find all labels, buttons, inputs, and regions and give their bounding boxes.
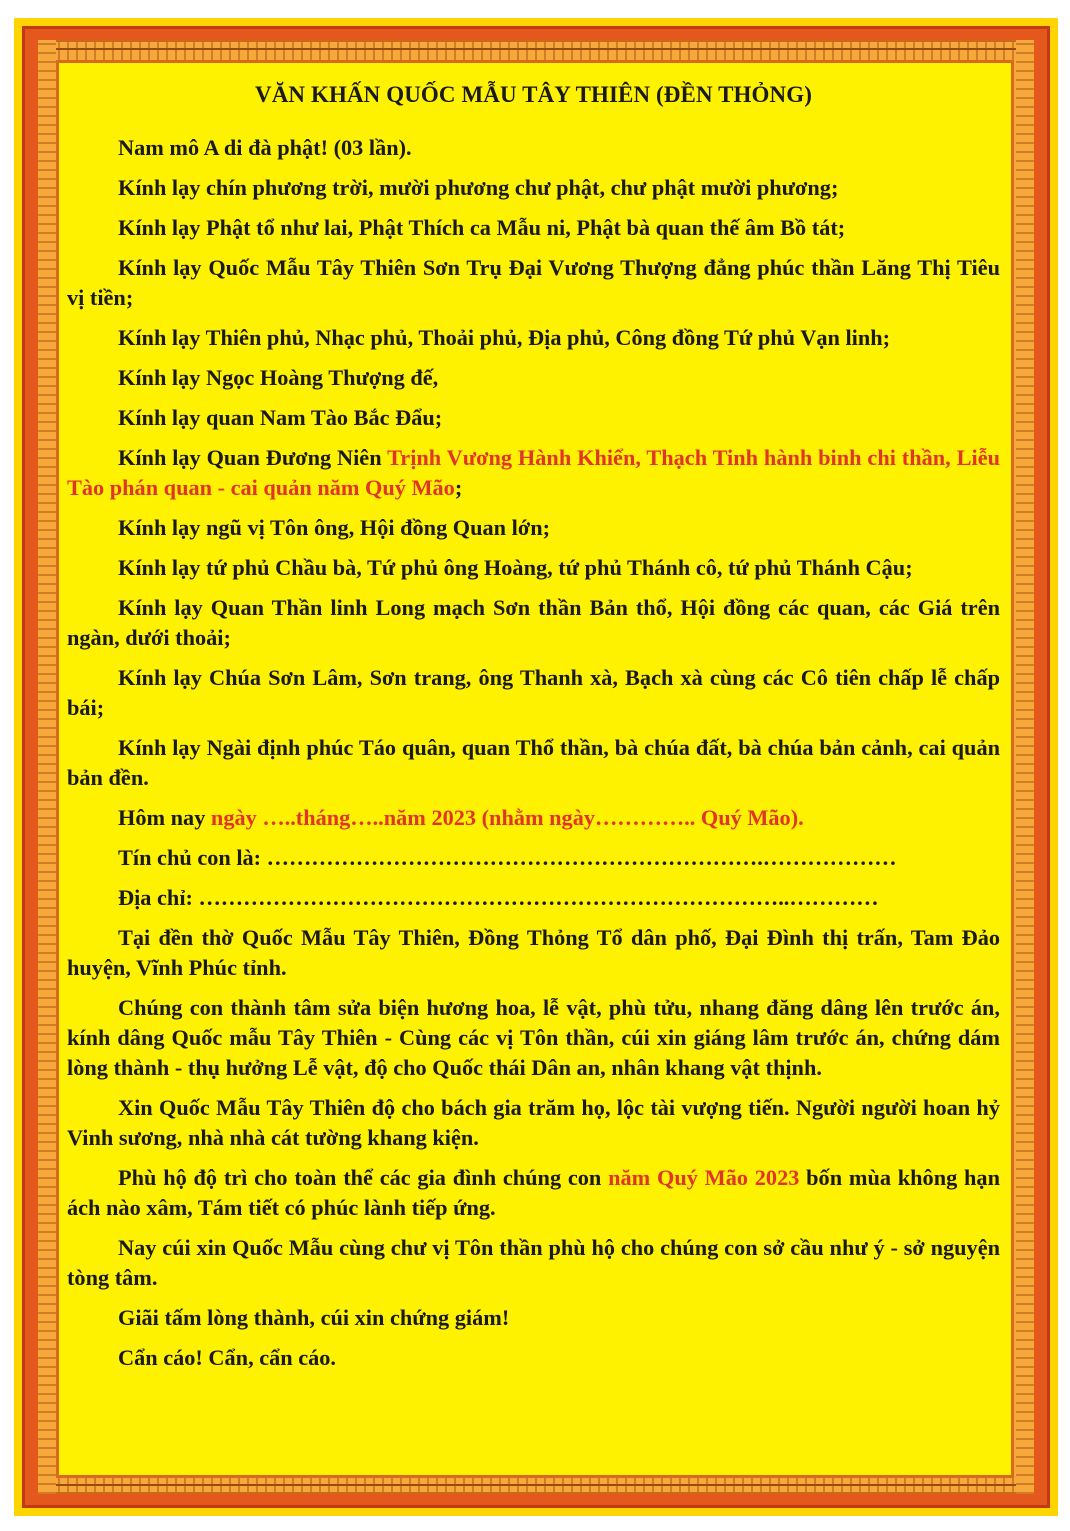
paragraph [67,1163,1000,1223]
paragraph-text: Kính lạy Quan Đương Niên [118,445,388,470]
left-pattern-band [38,40,56,1494]
address-line: Địa chỉ: ……………………………………………………………………..………… [118,885,879,910]
highlighted-date-text: ngày …..tháng…..năm 2023 (nhằm ngày………….. Quý Mão). [210,805,804,830]
closing-line: Cẩn cáo! Cẩn, cẩn cáo. [118,1345,337,1370]
paragraph-text: ; [454,475,463,500]
right-pattern-band [1016,40,1034,1494]
paragraph [67,803,1000,833]
paragraph: Kính lạy ngũ vị Tôn ông, Hội đồng Quan lớn; [118,515,551,540]
highlighted-text: Trịnh Vương Hành Khiển, Thạch Tinh hành binh chi thần, Liễu Tào phán quan - cai quản năm Quý Mão [67,445,1000,500]
paragraph: Kính lạy quan Nam Tào Bắc Đẩu; [118,405,443,430]
paragraph-text: Hôm nay [118,805,211,830]
paragraph-text: bốn mùa không hạn ách nào xâm, Tám tiết có phúc lành tiếp ứng. [67,1165,1000,1220]
paragraph: Kính lạy chín phương trời, mười phương chư phật, chư phật mười phương; [118,175,839,200]
document-title: VĂN KHẤN QUỐC MẪU TÂY THIÊN (ĐỀN THỎNG) [254,82,812,107]
paragraph: Kính lạy Phật tổ như lai, Phật Thích ca Mẫu ni, Phật bà quan thế âm Bồ tát; [118,215,846,240]
paragraph: Kính lạy tứ phủ Chầu bà, Tứ phủ ông Hoàng, tứ phủ Thánh cô, tứ phủ Thánh Cậu; [118,555,913,580]
paragraph: Nay cúi xin Quốc Mẫu cùng chư vị Tôn thần phù hộ cho chúng con sở cầu như ý - sở nguyện tòng tâm. [67,1235,1000,1290]
paragraph: Kính lạy Quốc Mẫu Tây Thiên Sơn Trụ Đại Vương Thượng đẳng phúc thần Lăng Thị Tiêu vị tiền; [67,255,1000,310]
paragraph: Kính lạy Ngài định phúc Táo quân, quan Thổ thần, bà chúa đất, bà chúa bản cảnh, cai quản bản đền. [67,735,1000,790]
paragraph: Kính lạy Quan Thần linh Long mạch Sơn thần Bản thổ, Hội đồng các quan, các Giá trên ngàn, dưới thoải; [67,595,1000,650]
paragraph: Kính lạy Chúa Sơn Lâm, Sơn trang, ông Thanh xà, Bạch xà cùng các Cô tiên chấp lễ chấp bái; [67,665,1000,720]
paragraph: Kính lạy Thiên phủ, Nhạc phủ, Thoải phủ, Địa phủ, Công đồng Tứ phủ Vạn linh; [118,325,891,350]
paragraph: Tại đền thờ Quốc Mẫu Tây Thiên, Đồng Thỏng Tổ dân phố, Đại Đình thị trấn, Tam Đảo huyện, Vĩnh Phúc tỉnh. [67,925,1000,980]
prayer-text [67,80,1000,1383]
paragraph: Giãi tấm lòng thành, cúi xin chứng giám! [118,1305,510,1330]
highlighted-year-text: năm Quý Mão 2023 [608,1165,800,1190]
devotee-name-line: Tín chủ con là: ………………………………………………………….……………… [118,845,897,870]
paragraph: Chúng con thành tâm sửa biện hương hoa, lễ vật, phù tửu, nhang đăng dâng lên trước án, kính dâng Quốc mẫu Tây Thiên - Cùng các vị Tôn thần, cúi xin giáng lâm trước án, chứng dám lòng thành - thụ hưởng Lễ vật, độ cho Quốc thái Dân an, nhân khang vật thịnh. [67,995,1000,1080]
paragraph: Xin Quốc Mẫu Tây Thiên độ cho bách gia trăm họ, lộc tài vượng tiến. Người người hoan hỷ Vinh sương, nhà nhà cát tường khang kiện. [67,1095,1000,1150]
paragraph [67,443,1000,503]
paragraph: Kính lạy Ngọc Hoàng Thượng đế, [118,365,439,390]
paragraph: Nam mô A di đà phật! (03 lần). [118,135,412,160]
paragraph-text: Phù hộ độ trì cho toàn thể các gia đình chúng con [118,1165,609,1190]
